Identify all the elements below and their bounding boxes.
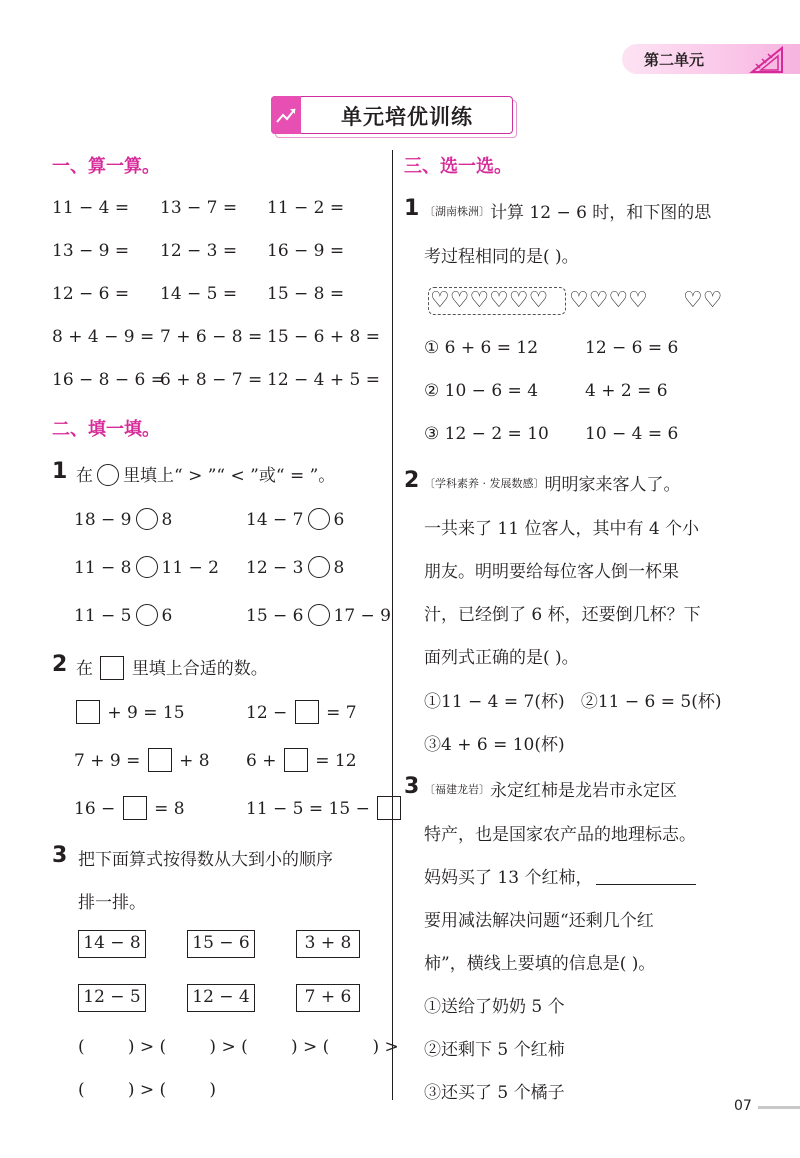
expression-card: 12 − 5 bbox=[78, 984, 146, 1012]
question-prompt: 把下面算式按得数从大到小的顺序 bbox=[78, 850, 333, 870]
compare-right: 11 − 2 bbox=[161, 558, 219, 578]
compare-circle[interactable] bbox=[136, 556, 158, 578]
calc-item: 12 − 6 = bbox=[52, 284, 130, 304]
option-right: 12 − 6 = 6 bbox=[585, 338, 679, 358]
calc-item: 15 − 8 = bbox=[267, 284, 345, 304]
compare-item bbox=[246, 604, 391, 626]
page-number-rule bbox=[758, 1106, 800, 1109]
expression-card: 3 + 8 bbox=[296, 930, 360, 958]
expression-card: 12 − 4 bbox=[187, 984, 255, 1012]
fill-item bbox=[74, 796, 185, 820]
question-number: 2 bbox=[404, 468, 420, 493]
calc-item: 15 − 6 + 8 = bbox=[267, 327, 381, 347]
question-line: 特产，也是国家农产品的地理标志。 bbox=[424, 825, 696, 845]
fill-item bbox=[74, 700, 185, 724]
section-3-heading: 三、选一选。 bbox=[404, 156, 512, 177]
option-right: 4 + 2 = 6 bbox=[585, 381, 668, 401]
question-text: 永定红柿是龙岩市永定区 bbox=[490, 781, 677, 801]
source-tag: 〔学科素养 · 发展数感〕 bbox=[424, 477, 545, 490]
compare-item bbox=[246, 556, 344, 578]
calc-item: 8 + 4 − 9 = bbox=[52, 327, 155, 347]
compare-item bbox=[246, 508, 344, 530]
question-line: 考过程相同的是( )。 bbox=[424, 247, 579, 267]
calc-item: 11 − 2 = bbox=[267, 198, 345, 218]
fill-box[interactable] bbox=[123, 796, 147, 820]
section-1-heading: 一、算一算。 bbox=[52, 156, 160, 177]
prompt-text: 在 bbox=[76, 659, 93, 679]
compare-circle[interactable] bbox=[308, 508, 330, 530]
option-left[interactable]: ③ 12 − 2 = 10 bbox=[424, 424, 549, 444]
fill-post: + 8 bbox=[179, 751, 210, 771]
compare-circle[interactable] bbox=[308, 556, 330, 578]
question-number: 1 bbox=[52, 459, 68, 484]
question-line bbox=[424, 776, 677, 801]
compare-left: 12 − 3 bbox=[246, 558, 304, 578]
hearts-group-c-icon: ♡♡ bbox=[683, 288, 723, 313]
option-right: 10 − 4 = 6 bbox=[585, 424, 679, 444]
calc-item: 14 − 5 = bbox=[160, 284, 238, 304]
question-text: 计算 12 − 6 时，和下图的思 bbox=[490, 203, 712, 223]
question-text: 明明家来客人了。 bbox=[544, 475, 681, 495]
compare-right: 17 − 9 bbox=[333, 606, 391, 626]
prompt-text: 在 bbox=[76, 466, 93, 486]
fill-box[interactable] bbox=[148, 748, 172, 772]
calc-item: 7 + 6 − 8 = bbox=[160, 327, 263, 347]
fill-box[interactable] bbox=[284, 748, 308, 772]
compare-right: 8 bbox=[161, 510, 173, 530]
question-line: 朋友。明明要给每位客人倒一杯果 bbox=[424, 562, 679, 582]
prompt-text: 里填上“ > ”“ < ”或“ = ”。 bbox=[123, 466, 336, 486]
compare-item bbox=[74, 556, 219, 578]
calc-item: 16 − 9 = bbox=[267, 241, 345, 261]
source-tag: 〔福建龙岩〕 bbox=[424, 783, 490, 796]
question-number: 3 bbox=[404, 774, 420, 799]
source-tag: 〔湖南株洲〕 bbox=[424, 205, 490, 218]
hearts-group-b-icon: ♡♡♡♡ bbox=[569, 288, 648, 313]
calc-item: 13 − 7 = bbox=[160, 198, 238, 218]
fill-pre: 6 + bbox=[246, 751, 277, 771]
question-number: 1 bbox=[404, 196, 420, 221]
fill-pre: 11 − 5 = 15 − bbox=[246, 799, 370, 819]
compare-circle-icon bbox=[97, 464, 119, 486]
compare-left: 14 − 7 bbox=[246, 510, 304, 530]
prompt-text: 里填上合适的数。 bbox=[131, 659, 268, 679]
calc-item: 16 − 8 − 6 = bbox=[52, 370, 166, 390]
page-title: 单元培优训练 bbox=[341, 105, 473, 129]
question-number: 2 bbox=[52, 652, 68, 677]
option-line[interactable]: ①送给了奶奶 5 个 bbox=[424, 997, 565, 1017]
compare-left: 18 − 9 bbox=[74, 510, 132, 530]
fill-post: = 7 bbox=[326, 703, 357, 723]
option-left[interactable]: ① 6 + 6 = 12 bbox=[424, 338, 539, 358]
page-number: 07 bbox=[734, 1098, 752, 1114]
calc-item: 6 + 8 − 7 = bbox=[160, 370, 263, 390]
fill-box[interactable] bbox=[295, 700, 319, 724]
expression-card: 14 − 8 bbox=[78, 930, 146, 958]
question-prompt: 排一排。 bbox=[78, 893, 146, 913]
fill-post: = 12 bbox=[315, 751, 357, 771]
answer-blank-line[interactable] bbox=[596, 867, 696, 885]
chart-trend-icon bbox=[271, 96, 301, 134]
fill-box[interactable] bbox=[377, 796, 401, 820]
question-number: 3 bbox=[52, 843, 68, 868]
question-line: 一共来了 11 位客人，其中有 4 个小 bbox=[424, 519, 700, 539]
unit-label: 第二单元 bbox=[644, 51, 705, 69]
fill-pre: 16 − bbox=[74, 799, 116, 819]
fill-post: + 9 = 15 bbox=[107, 703, 185, 723]
page-title-box bbox=[271, 96, 513, 134]
calc-item: 13 − 9 = bbox=[52, 241, 130, 261]
hearts-group-a-icon: ♡♡♡♡♡♡ bbox=[430, 288, 549, 313]
compare-left: 11 − 5 bbox=[74, 606, 132, 626]
unit-tab bbox=[622, 44, 800, 74]
fill-box-icon bbox=[100, 656, 124, 680]
question-prompt bbox=[76, 461, 335, 486]
question-line bbox=[424, 863, 700, 888]
fill-item bbox=[246, 796, 403, 820]
order-answer-line[interactable]: ( ) > ( ) > ( ) > ( ) > bbox=[78, 1037, 399, 1057]
question-line: 要用减法解决问题“还剩几个红 bbox=[424, 911, 654, 931]
option-line[interactable]: ③还买了 5 个橘子 bbox=[424, 1083, 565, 1103]
column-divider bbox=[392, 150, 393, 1100]
question-line: 柿”，横线上要填的信息是( )。 bbox=[424, 954, 656, 974]
question-prompt bbox=[76, 654, 268, 680]
compare-circle[interactable] bbox=[136, 508, 158, 530]
compare-right: 6 bbox=[333, 510, 345, 530]
compare-left: 15 − 6 bbox=[246, 606, 304, 626]
calc-item: 12 − 3 = bbox=[160, 241, 238, 261]
fill-item bbox=[246, 700, 357, 724]
compare-circle[interactable] bbox=[136, 604, 158, 626]
option-line[interactable]: ③4 + 6 = 10(杯) bbox=[424, 735, 565, 755]
order-answer-line[interactable]: ( ) > ( ) bbox=[78, 1080, 217, 1100]
compare-item bbox=[74, 604, 172, 626]
fill-post: = 8 bbox=[154, 799, 185, 819]
question-line bbox=[424, 470, 681, 495]
question-line bbox=[424, 198, 711, 223]
compare-circle[interactable] bbox=[308, 604, 330, 626]
section-2-heading: 二、填一填。 bbox=[52, 419, 160, 440]
calc-item: 12 − 4 + 5 = bbox=[267, 370, 381, 390]
option-line[interactable]: ②还剩下 5 个红柿 bbox=[424, 1040, 565, 1060]
compare-item bbox=[74, 508, 172, 530]
fill-pre: 7 + 9 = bbox=[74, 751, 141, 771]
compare-right: 8 bbox=[333, 558, 345, 578]
fill-item bbox=[246, 748, 357, 772]
expression-card: 7 + 6 bbox=[296, 984, 360, 1012]
expression-card: 15 − 6 bbox=[187, 930, 255, 958]
fill-box[interactable] bbox=[76, 700, 100, 724]
question-line: 汁，已经倒了 6 杯，还要倒几杯？下 bbox=[424, 605, 701, 625]
fill-item bbox=[74, 748, 210, 772]
question-line: 面列式正确的是( )。 bbox=[424, 648, 579, 668]
compare-left: 11 − 8 bbox=[74, 558, 132, 578]
question-text: 妈妈买了 13 个红柿， bbox=[424, 868, 593, 888]
option-left[interactable]: ② 10 − 6 = 4 bbox=[424, 381, 539, 401]
fill-pre: 12 − bbox=[246, 703, 288, 723]
option-line[interactable]: ①11 − 4 = 7(杯) ②11 − 6 = 5(杯) bbox=[424, 692, 722, 712]
compare-right: 6 bbox=[161, 606, 173, 626]
calc-item: 11 − 4 = bbox=[52, 198, 130, 218]
ruler-triangle-icon bbox=[748, 44, 788, 74]
